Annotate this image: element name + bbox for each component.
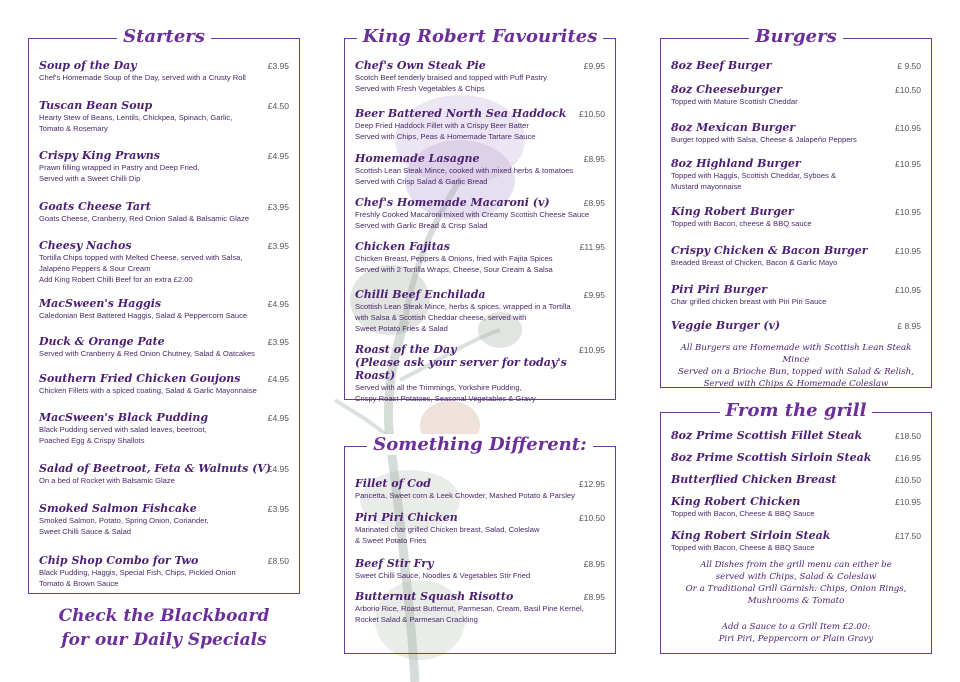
starters-item [39, 239, 289, 285]
grill-title: From the grill [720, 400, 873, 421]
item-description: Served with Garlic Bread & Crisp Salad [355, 221, 488, 230]
item-description: Topped with Haggis, Scottish Cheddar, Syboes & [671, 171, 837, 180]
item-price: £10.95 [579, 345, 605, 355]
item-price: £10.95 [895, 123, 921, 133]
item-description: Served with Crisp Salad & Garlic Bread [355, 177, 488, 186]
item-description: Chef's Homemade Soup of the Day, served with a Crusty Roll [39, 73, 246, 82]
item-name: Soup of the Day [39, 59, 137, 72]
item-name: 8oz Prime Scottish Fillet Steak [671, 429, 863, 442]
item-name: Tuscan Bean Soup [39, 99, 153, 112]
grill-item [671, 495, 921, 519]
item-price: £8.95 [583, 559, 605, 569]
favourites-item [355, 107, 605, 142]
item-description: Marinated char grilled Chicken breast, Salad, Coleslaw [355, 525, 540, 534]
item-name: 8oz Mexican Burger [671, 121, 796, 134]
item-description: On a bed of Rocket with Balsamic Glaze [39, 476, 175, 485]
starters-item [39, 200, 289, 224]
item-name: Smoked Salmon Fishcake [39, 502, 197, 515]
item-name: Salad of Beetroot, Feta & Walnuts (V) [39, 462, 272, 475]
item-description: Arborio Rice, Roast Butternut, Parmesan, Cream, Basil Pine Kernel, [355, 604, 584, 613]
favourites-item [355, 240, 605, 275]
item-price: £4.95 [267, 151, 289, 161]
burgers-item [671, 319, 921, 332]
item-price: £10.50 [895, 85, 921, 95]
different-item [355, 477, 605, 501]
item-price: £10.50 [579, 109, 605, 119]
item-description: Burger topped with Salsa, Cheese & Jalapeño Peppers [671, 135, 857, 144]
item-name: Crispy Chicken & Bacon Burger [671, 244, 868, 257]
item-name: Piri Piri Burger [671, 283, 768, 296]
favourites-item [355, 196, 605, 231]
item-description: Topped with Bacon, cheese & BBQ sauce [671, 219, 812, 228]
item-name: King Robert Chicken [671, 495, 801, 508]
starters-item [39, 372, 289, 396]
starters-item [39, 335, 289, 359]
item-price: £10.95 [895, 497, 921, 507]
item-description: Chicken Fillets with a spiced coating, Salad & Garlic Mayonnaise [39, 386, 257, 395]
item-description: Chicken Breast, Peppers & Onions, fried with Fajita Spices [355, 254, 553, 263]
starters-panel [28, 26, 300, 594]
burgers-item [671, 205, 921, 229]
grill-item [671, 429, 921, 442]
burgers-item [671, 83, 921, 107]
item-name: Chilli Beef Enchilada [355, 288, 486, 301]
item-price: £ 8.95 [897, 321, 921, 331]
item-description: Served with 2 Tortilla Wraps, Cheese, Sour Cream & Salsa [355, 265, 553, 274]
item-price: £4.95 [267, 464, 289, 474]
different-panel [344, 434, 616, 654]
item-description: Served with Cranberry & Red Onion Chutney, Salad & Oatcakes [39, 349, 255, 358]
item-description: Jalapeno Peppers & Sour Cream [39, 264, 151, 273]
item-price: £10.95 [895, 285, 921, 295]
grill-item [671, 529, 921, 553]
item-description: Add King Robert Chilli Beef for an extra £2.00 [39, 275, 193, 284]
item-description: Pancetta, Sweet corn & Leek Chowder, Mashed Potato & Parsley [355, 491, 575, 500]
item-description: Goats Cheese, Cranberry, Red Onion Salad & Balsamic Glaze [39, 214, 250, 223]
burgers-title: Burgers [749, 26, 842, 47]
starters-title: Starters [117, 26, 211, 47]
item-name: 8oz Prime Scottish Sirloin Steak [671, 451, 872, 464]
favourites-item [355, 59, 605, 94]
item-name: Butterflied Chicken Breast [671, 473, 837, 486]
item-name: Chef's Own Steak Pie [355, 59, 486, 72]
item-description: Scotch Beef tenderly braised and topped with Puff Pastry [355, 73, 547, 82]
favourites-title: King Robert Favourites [357, 26, 604, 47]
item-price: £10.95 [895, 207, 921, 217]
item-name: Veggie Burger (v) [671, 319, 781, 332]
item-description: Served with Chips, Peas & Homemade Tartare Sauce [355, 132, 536, 141]
item-description: Caledonian Best Battered Haggis, Salad & Peppercorn Sauce [39, 311, 248, 320]
item-name: Roast of the Day [355, 343, 457, 356]
starters-item [39, 462, 289, 486]
item-price: £8.95 [583, 592, 605, 602]
item-description: Crispy Roast Potatoes, Seasonal Vegetables & Gravy [355, 394, 536, 403]
different-title: Something Different: [367, 434, 592, 455]
item-name: King Robert Burger [671, 205, 794, 218]
item-description: Sweet Chilli Sauce & Salad [39, 527, 132, 536]
item-name: MacSween's Haggis [39, 297, 162, 310]
grill-sauce-note: Add a Sauce to a Grill Item £2.00: Piri Piri, Peppercorn or Plain Gravy [718, 622, 874, 644]
item-price: £8.95 [583, 154, 605, 164]
favourites-item [355, 343, 605, 404]
item-price: £4.95 [267, 413, 289, 423]
burgers-panel [660, 26, 932, 389]
starters-item [39, 99, 289, 134]
burgers-item [671, 121, 921, 145]
burgers-item [671, 59, 921, 72]
item-price: £4.50 [267, 101, 289, 111]
item-name: Chicken Fajitas [355, 240, 450, 253]
item-description: Scottish Lean Steak Mince, herbs & spices, wrapped in a Tortilla [355, 302, 571, 311]
item-name: Butternut Squash Risotto [355, 590, 514, 603]
item-price: £10.95 [895, 246, 921, 256]
item-name: Cheesy Nachos [39, 239, 132, 252]
item-name: Homemade Lasagne [355, 152, 480, 165]
item-name: 8oz Highland Burger [671, 157, 801, 170]
item-description: Topped with Mature Scottish Cheddar [671, 97, 798, 106]
item-description: Sweet Potato Fries & Salad [355, 324, 448, 333]
item-price: £3.95 [267, 202, 289, 212]
burgers-item [671, 244, 921, 268]
burgers-note: All Burgers are Homemade with Scottish Lean Steak Mince Served on a Brioche Bun, topped with Salad & Relish, Served with Chips & Homemade Coleslaw [678, 343, 914, 389]
item-price: £3.95 [267, 241, 289, 251]
item-price: £16.95 [895, 453, 921, 463]
favourites-item [355, 152, 605, 187]
item-description: Served with a Sweet Chilli Dip [39, 174, 141, 183]
different-item [355, 511, 605, 546]
starters-item [39, 297, 289, 321]
item-name: Beer Battered North Sea Haddock [355, 107, 567, 120]
starters-item [39, 502, 289, 537]
item-price: £12.95 [579, 479, 605, 489]
item-description: Freshly Cooked Macaroni mixed with Creamy Scottish Cheese Sauce [355, 210, 590, 219]
item-price: £ 9.50 [897, 61, 921, 71]
burgers-item [671, 157, 921, 192]
item-description: Topped with Bacon, Cheese & BBQ Sauce [671, 543, 815, 552]
grill-item [671, 473, 921, 486]
item-price: £9.95 [583, 61, 605, 71]
item-description: Scottish Lean Steak Mince, cooked with mixed herbs & tomatoes [355, 166, 574, 175]
different-item [355, 590, 605, 625]
item-name: Fillet of Cod [355, 477, 431, 490]
item-description: Poached Egg & Crispy Shallots [39, 436, 145, 445]
item-description: Char grilled chicken breast with Piri Piri Sauce [671, 297, 827, 306]
grill-panel [660, 400, 932, 654]
item-price: £4.95 [267, 374, 289, 384]
item-description: Black Pudding, Haggis, Special Fish, Chips, Pickled Onion [39, 568, 236, 577]
item-price: £10.50 [895, 475, 921, 485]
item-name: Beef Stir Fry [355, 557, 434, 570]
item-price: £8.95 [583, 198, 605, 208]
blackboard-line-2: for our Daily Specials [61, 630, 267, 650]
item-description: Served with all the Trimmings, Yorkshire Pudding, [355, 383, 522, 392]
item-name-subtitle: (Please ask your server for today's Roast) [355, 356, 567, 382]
item-price: £18.50 [895, 431, 921, 441]
item-description: Tomato & Brown Sauce [39, 579, 119, 588]
blackboard-specials-note [28, 604, 300, 652]
item-name: MacSween's Black Pudding [39, 411, 209, 424]
item-name: King Robert Sirloin Steak [671, 529, 831, 542]
item-price: £10.95 [895, 159, 921, 169]
item-name: 8oz Cheeseburger [671, 83, 782, 96]
starters-item [39, 59, 289, 83]
item-description: Served with Fresh Vegetables & Chips [355, 84, 485, 93]
starters-item [39, 411, 289, 446]
item-name: Piri Piri Chicken [355, 511, 458, 524]
starters-item [39, 149, 289, 184]
item-description: Smoked Salmon, Potato, Spring Onion, Coriander, [39, 516, 209, 525]
favourites-panel [344, 26, 616, 403]
item-description: Rocket Salad & Parmesan Crackling [355, 615, 478, 624]
item-name: 8oz Beef Burger [671, 59, 772, 72]
item-price: £9.95 [583, 290, 605, 300]
item-description: & Sweet Potato Fries [355, 536, 427, 545]
item-description: Topped with Bacon, Cheese & BBQ Sauce [671, 509, 815, 518]
item-description: Breaded Breast of Chicken, Bacon & Garlic Mayo [671, 258, 838, 267]
item-name: Goats Cheese Tart [39, 200, 151, 213]
item-price: £3.95 [267, 337, 289, 347]
item-price: £11.95 [579, 242, 605, 252]
item-name: Duck & Orange Pate [39, 335, 165, 348]
grill-item [671, 451, 921, 464]
item-price: £4.95 [267, 299, 289, 309]
item-price: £10.50 [579, 513, 605, 523]
item-description: Tortilla Chips topped with Melted Cheese, served with Salsa, [39, 253, 243, 262]
item-name: Crispy King Prawns [39, 149, 160, 162]
item-price: £3.95 [267, 504, 289, 514]
favourites-item [355, 288, 605, 334]
item-description: Mustard mayonnaise [671, 182, 742, 191]
grill-note: All Dishes from the grill menu can either be served with Chips, Salad & Coleslaw Or a Traditional Grill Garnish: Chips, Onion Rings, Mushrooms & Tomato [685, 560, 907, 606]
item-price: £17.50 [895, 531, 921, 541]
item-description: with Salsa & Scottish Cheddar cheese, served with [355, 313, 527, 322]
item-price: £3.95 [267, 61, 289, 71]
item-price: £8.50 [267, 556, 289, 566]
item-description: Hearty Stew of Beans, Lentils, Chickpea, Spinach, Garlic, [39, 113, 233, 122]
item-description: Deep Fried Haddock Fillet with a Crispy Beer Batter [355, 121, 529, 130]
different-item [355, 557, 605, 581]
item-description: Tomato & Rosemary [39, 124, 108, 133]
item-name: Chef's Homemade Macaroni (v) [355, 196, 550, 209]
starters-item [39, 554, 289, 589]
item-name: Southern Fried Chicken Goujons [39, 372, 241, 385]
item-description: Prawn filling wrapped in Pastry and Deep Fried, [39, 163, 200, 172]
item-description: Black Pudding served with salad leaves, beetroot, [39, 425, 207, 434]
item-description: Sweet Chilli Sauce, Noodles & Vegetables Stir Fried [355, 571, 531, 580]
item-name: Chip Shop Combo for Two [39, 554, 199, 567]
burgers-item [671, 283, 921, 307]
blackboard-line-1: Check the Blackboard [58, 606, 270, 626]
